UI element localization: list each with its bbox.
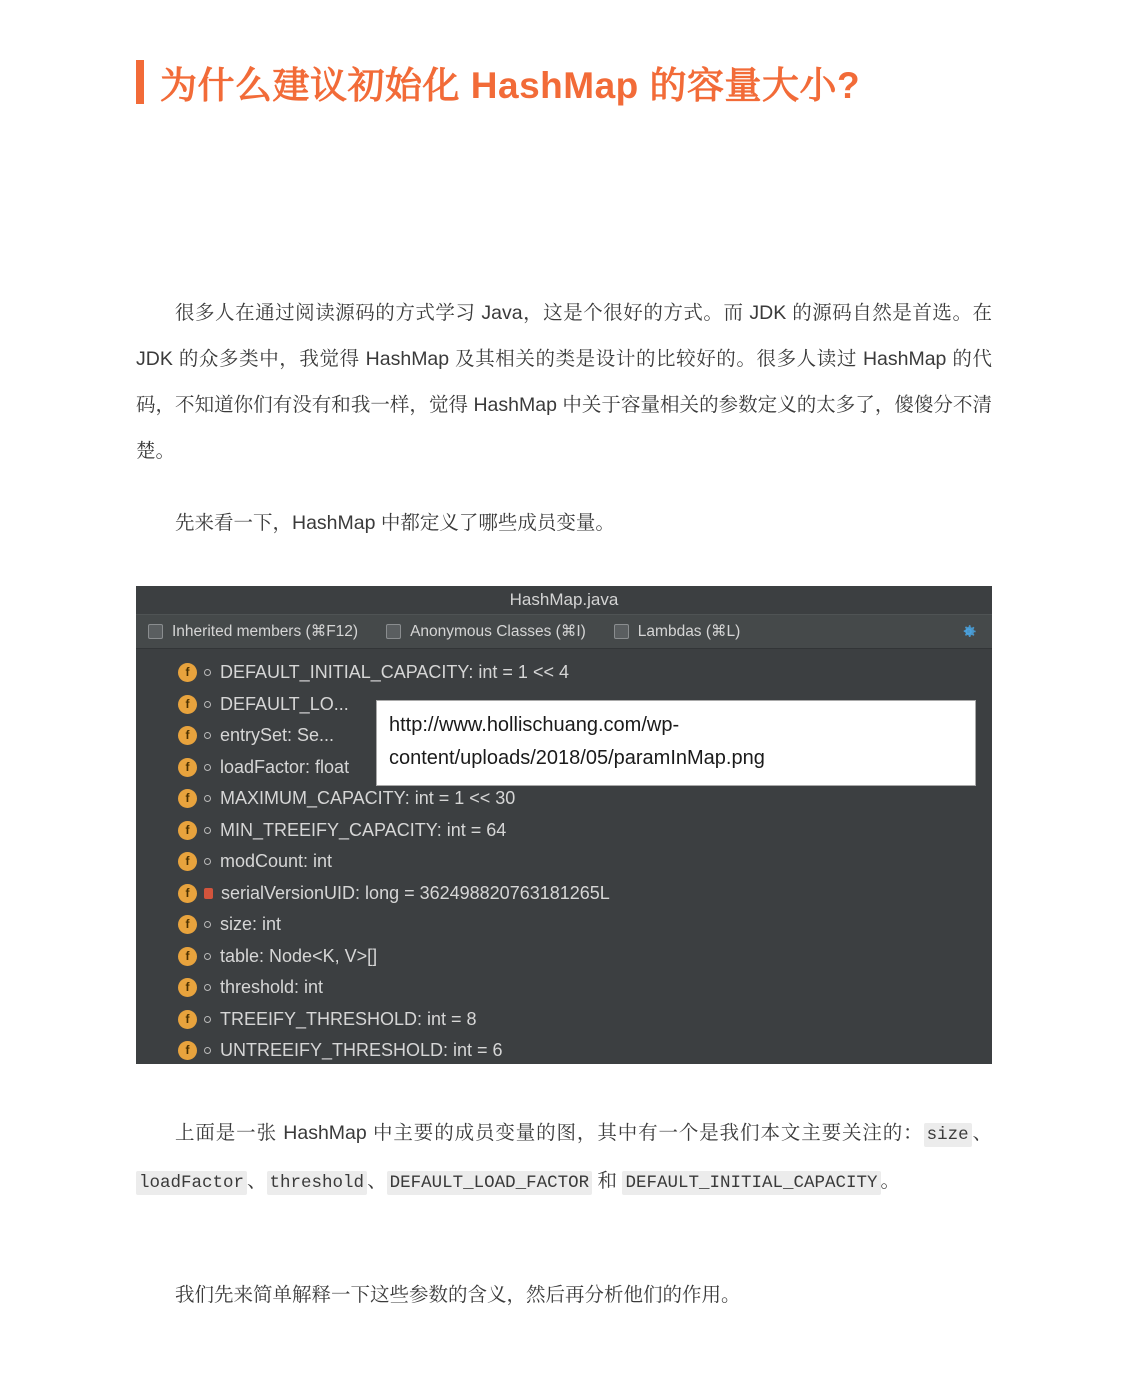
screenshot-toolbar [136, 614, 992, 649]
static-field-icon: f [178, 1041, 197, 1060]
field-icon: f [178, 852, 197, 871]
public-visibility-icon [204, 858, 211, 865]
public-visibility-icon [204, 795, 211, 802]
public-visibility-icon [204, 953, 211, 960]
sep-4: 和 [592, 1170, 623, 1192]
member-label: UNTREEIFY_THRESHOLD: int = 6 [220, 1040, 503, 1061]
code-size: size [924, 1123, 972, 1147]
member-label: threshold: int [220, 977, 324, 998]
member-label: entrySet: Se... [220, 725, 335, 746]
checkbox-icon[interactable] [148, 624, 163, 639]
field-icon: f [178, 978, 197, 997]
list-item[interactable] [178, 972, 992, 1004]
list-item[interactable] [178, 815, 992, 847]
static-field-icon: f [178, 789, 197, 808]
member-label: DEFAULT_LO... [220, 693, 349, 714]
code-threshold: threshold [267, 1171, 368, 1195]
member-label: MIN_TREEIFY_CAPACITY: int = 64 [220, 819, 507, 840]
list-item[interactable] [178, 1004, 992, 1036]
page-title [136, 55, 860, 109]
list-item[interactable] [178, 846, 992, 878]
member-label: MAXIMUM_CAPACITY: int = 1 << 30 [220, 788, 516, 809]
public-visibility-icon [204, 764, 211, 771]
url-tooltip: http://www.hollischuang.com/wp-content/uploads/2018/05/paramInMap.png [376, 700, 976, 786]
gear-icon[interactable] [959, 622, 978, 641]
member-label: modCount: int [220, 851, 333, 872]
static-field-icon: f [178, 821, 197, 840]
embedded-screenshot [136, 586, 992, 1064]
sep-2: 、 [247, 1170, 267, 1192]
paragraph-2: 先来看一下，HashMap 中都定义了哪些成员变量。 [175, 512, 615, 534]
list-item[interactable] [178, 878, 992, 910]
static-field-icon: f [178, 884, 197, 903]
paragraph-1: 很多人在通过阅读源码的方式学习 Java，这是个很好的方式。而 JDK 的源码自然是首选。在 JDK 的众多类中，我觉得 HashMap 及其相关的类是设计的比较好的。很多人读过 HashMap 的代码，不知道你们有没有和我一样，觉得 HashMap 中关于容量相关的参数定义的太多了，傻傻分不清楚。 [136, 302, 992, 462]
paragraph-4: 我们先来简单解释一下这些参数的含义，然后再分析他们的作用。 [175, 1284, 741, 1306]
checkbox-lambdas[interactable] [614, 622, 741, 641]
field-icon: f [178, 915, 197, 934]
public-visibility-icon [204, 669, 211, 676]
paragraph-3 [136, 1110, 992, 1206]
code-default-initial-capacity: DEFAULT_INITIAL_CAPACITY [622, 1171, 880, 1195]
list-item[interactable] [178, 783, 992, 815]
public-visibility-icon [204, 1016, 211, 1023]
static-field-icon: f [178, 663, 197, 682]
field-icon: f [178, 758, 197, 777]
public-visibility-icon [204, 827, 211, 834]
checkbox-inherited-members[interactable] [148, 622, 358, 641]
code-default-load-factor: DEFAULT_LOAD_FACTOR [387, 1171, 593, 1195]
lock-icon [204, 888, 213, 899]
member-label: DEFAULT_INITIAL_CAPACITY: int = 1 << 4 [220, 662, 569, 683]
member-label: size: int [220, 914, 282, 935]
field-icon: f [178, 726, 197, 745]
public-visibility-icon [204, 921, 211, 928]
public-visibility-icon [204, 701, 211, 708]
field-icon: f [178, 947, 197, 966]
list-item[interactable] [178, 657, 992, 689]
member-label: table: Node<K, V>[] [220, 945, 378, 966]
title-text: 为什么建议初始化 HashMap 的容量大小? [160, 65, 861, 106]
checkbox-anonymous-classes[interactable] [386, 622, 586, 641]
member-label: TREEIFY_THRESHOLD: int = 8 [220, 1008, 477, 1029]
member-label: loadFactor: float [220, 756, 350, 777]
member-label: serialVersionUID: long = 362498820763181265L [221, 882, 610, 903]
title-accent-bar [136, 60, 144, 104]
public-visibility-icon [204, 1047, 211, 1054]
screenshot-window-title: HashMap.java [136, 586, 992, 614]
list-item[interactable] [178, 909, 992, 941]
sep-1: 、 [971, 1122, 992, 1144]
public-visibility-icon [204, 984, 211, 991]
checkbox-icon[interactable] [614, 624, 629, 639]
list-item[interactable] [178, 941, 992, 973]
static-field-icon: f [178, 695, 197, 714]
checkbox-label: Anonymous Classes (⌘I) [410, 623, 586, 640]
paragraph-3-lead: 上面是一张 HashMap 中主要的成员变量的图，其中有一个是我们本文主要关注的： [175, 1122, 924, 1144]
code-loadfactor: loadFactor [136, 1171, 247, 1195]
checkbox-label: Lambdas (⌘L) [637, 623, 741, 640]
checkbox-label: Inherited members (⌘F12) [172, 623, 359, 640]
sep-3: 、 [367, 1170, 387, 1192]
checkbox-icon[interactable] [386, 624, 401, 639]
static-field-icon: f [178, 1010, 197, 1029]
list-item[interactable] [178, 1035, 992, 1064]
paragraph-3-tail: 。 [880, 1170, 901, 1192]
public-visibility-icon [204, 732, 211, 739]
